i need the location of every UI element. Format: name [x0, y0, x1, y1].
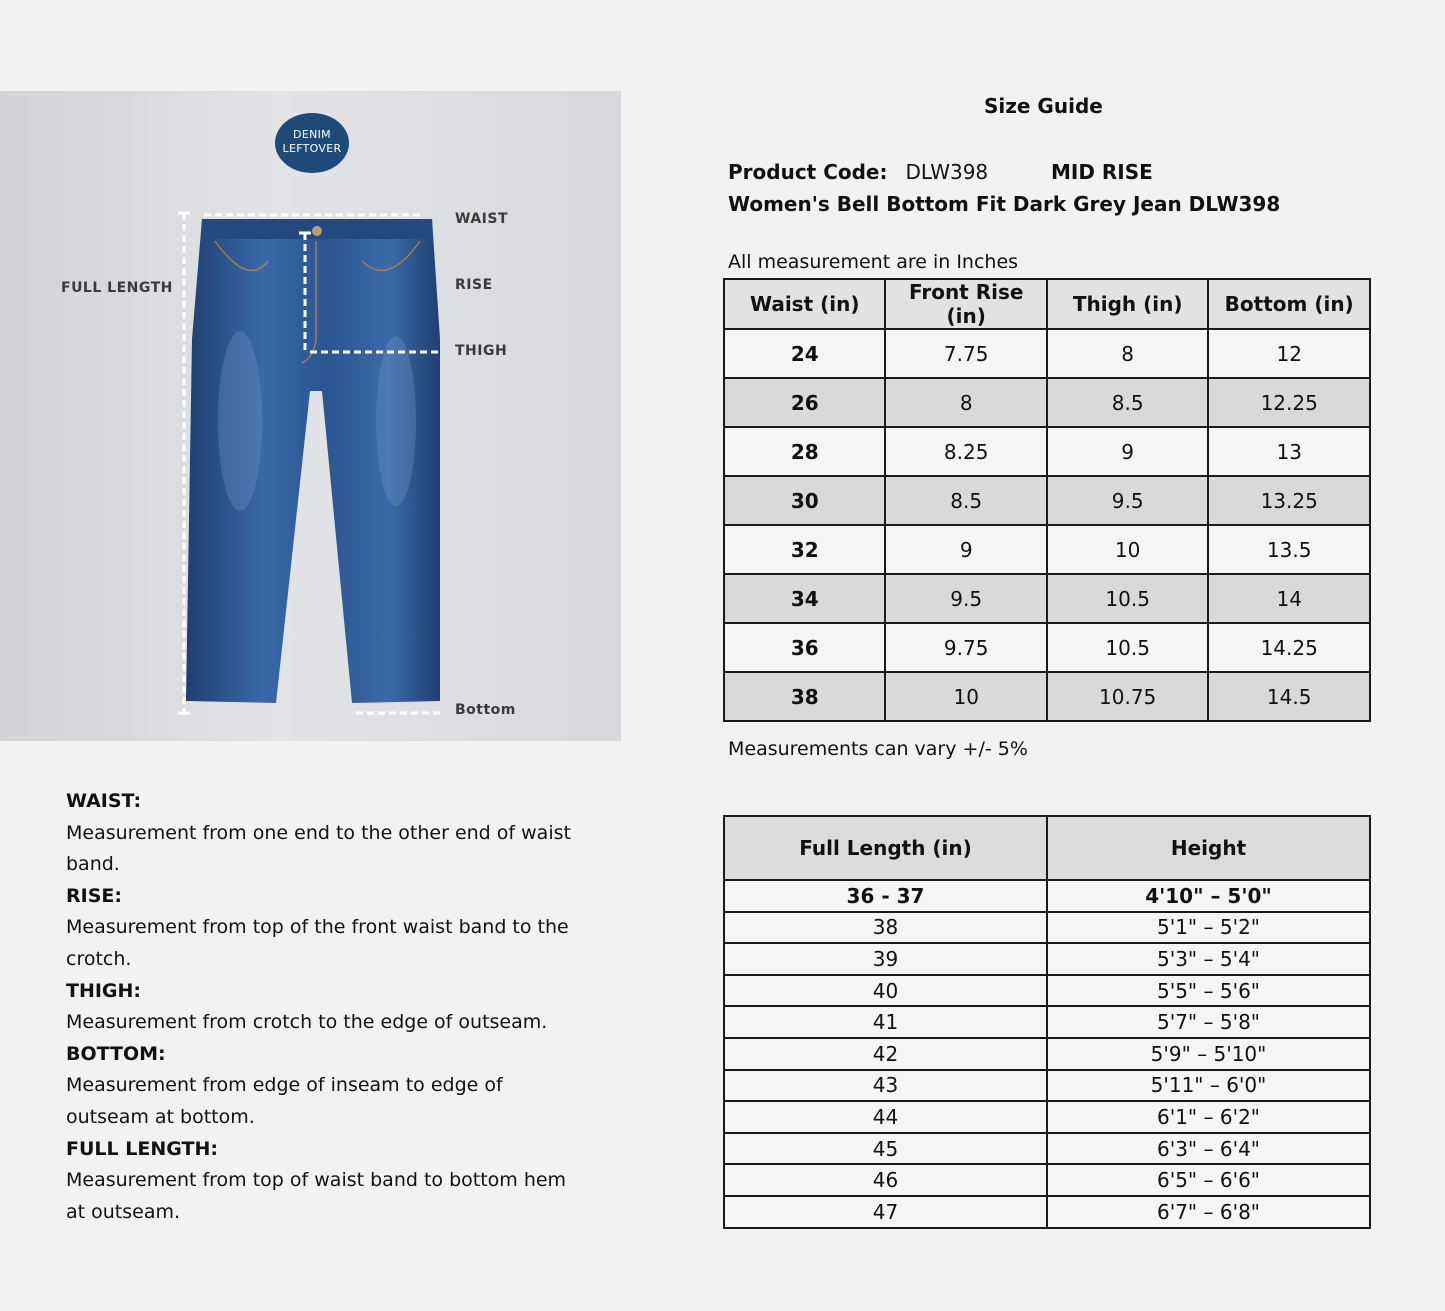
table-cell: 9.75 — [885, 623, 1046, 672]
table-cell: 5'7" – 5'8" — [1047, 1006, 1370, 1038]
table-row — [724, 1006, 1370, 1038]
table-cell: 32 — [724, 525, 885, 574]
table-cell: 9.5 — [1047, 476, 1208, 525]
table-cell: 12.25 — [1208, 378, 1370, 427]
table-cell: 9 — [885, 525, 1046, 574]
rise-label: RISE — [455, 277, 493, 293]
jeans-illustration — [0, 91, 621, 741]
table-row — [724, 1101, 1370, 1133]
table-cell: 14 — [1208, 574, 1370, 623]
table-cell: 6'7" – 6'8" — [1047, 1196, 1370, 1228]
table-cell: 5'3" – 5'4" — [1047, 943, 1370, 975]
table-row — [724, 1038, 1370, 1070]
table-row — [724, 329, 1370, 378]
table-cell: 38 — [724, 672, 885, 721]
definition-text: Measurement from top of waist band to bottom hem at outseam. — [66, 1169, 567, 1223]
table-row — [724, 1164, 1370, 1196]
column-header: Thigh (in) — [1047, 279, 1208, 329]
definition-text: Measurement from edge of inseam to edge of outseam at bottom. — [66, 1074, 503, 1128]
column-header: Waist (in) — [724, 279, 885, 329]
table-cell: 8.5 — [1047, 378, 1208, 427]
table-cell: 8.25 — [885, 427, 1046, 476]
table-cell: 44 — [724, 1101, 1047, 1133]
table-cell: 30 — [724, 476, 885, 525]
table-row — [724, 672, 1370, 721]
column-header: Full Length (in) — [724, 816, 1047, 880]
table-cell: 5'11" – 6'0" — [1047, 1070, 1370, 1102]
definition-term: WAIST: — [66, 790, 142, 812]
table-cell: 45 — [724, 1133, 1047, 1165]
table-row — [724, 1196, 1370, 1228]
table-cell: 28 — [724, 427, 885, 476]
rise-type: MID RISE — [1051, 160, 1153, 184]
table-header-row — [724, 816, 1370, 880]
table-row — [724, 623, 1370, 672]
full-length-label: FULL LENGTH — [61, 280, 173, 296]
table-cell: 8 — [1047, 329, 1208, 378]
table-cell: 5'9" – 5'10" — [1047, 1038, 1370, 1070]
table-row — [724, 880, 1370, 912]
jeans-measurement-image — [0, 91, 621, 741]
table-cell: 14.5 — [1208, 672, 1370, 721]
table-cell: 4'10" – 5'0" — [1047, 880, 1370, 912]
table-cell: 38 — [724, 912, 1047, 944]
definition-term: BOTTOM: — [66, 1042, 166, 1065]
table-row — [724, 975, 1370, 1007]
length-height-table — [723, 815, 1371, 1229]
table-cell: 10 — [885, 672, 1046, 721]
definition-full-length — [66, 1134, 586, 1229]
table-cell: 6'5" – 6'6" — [1047, 1164, 1370, 1196]
table-cell: 9.5 — [885, 574, 1046, 623]
thigh-label: THIGH — [455, 343, 508, 359]
table-cell: 10.5 — [1047, 623, 1208, 672]
table-row — [724, 525, 1370, 574]
definition-text: Measurement from one end to the other end of waist band. — [66, 821, 571, 876]
table-cell: 12 — [1208, 329, 1370, 378]
table-cell: 42 — [724, 1038, 1047, 1070]
table-cell: 43 — [724, 1070, 1047, 1102]
table-header-row — [724, 279, 1370, 329]
definition-rise — [66, 881, 586, 976]
column-header: Front Rise (in) — [885, 279, 1046, 329]
table-row — [724, 427, 1370, 476]
table-cell: 14.25 — [1208, 623, 1370, 672]
definition-text: Measurement from top of the front waist band to the crotch. — [66, 916, 569, 970]
column-header: Bottom (in) — [1208, 279, 1370, 329]
table-cell: 8 — [885, 378, 1046, 427]
table-cell: 6'1" – 6'2" — [1047, 1101, 1370, 1133]
definition-waist — [66, 786, 586, 881]
bottom-label: Bottom — [455, 702, 516, 718]
table-cell: 8.5 — [885, 476, 1046, 525]
table-cell: 41 — [724, 1006, 1047, 1038]
table-row — [724, 1133, 1370, 1165]
product-info — [728, 156, 1280, 220]
table-cell: 10.75 — [1047, 672, 1208, 721]
definition-term: RISE: — [66, 884, 122, 907]
table-cell: 5'1" – 5'2" — [1047, 912, 1370, 944]
product-code-label: Product Code: — [728, 160, 888, 184]
table-row — [724, 378, 1370, 427]
table-cell: 13 — [1208, 427, 1370, 476]
measurement-definitions — [66, 786, 586, 1228]
definition-text: Measurement from crotch to the edge of outseam. — [66, 1011, 548, 1034]
table-cell: 36 — [724, 623, 885, 672]
table-cell: 34 — [724, 574, 885, 623]
table-cell: 47 — [724, 1196, 1047, 1228]
variance-note: Measurements can vary +/- 5% — [728, 738, 1028, 760]
definition-term: THIGH: — [66, 979, 142, 1002]
table-cell: 13.5 — [1208, 525, 1370, 574]
definition-thigh — [66, 976, 586, 1039]
denim-leftover-logo: DENIM LEFTOVER — [275, 113, 349, 173]
page-title: Size Guide — [984, 94, 1103, 118]
table-cell: 10 — [1047, 525, 1208, 574]
table-cell: 24 — [724, 329, 885, 378]
table-cell: 13.25 — [1208, 476, 1370, 525]
table-row — [724, 574, 1370, 623]
table-cell: 9 — [1047, 427, 1208, 476]
table-row — [724, 912, 1370, 944]
table-row — [724, 943, 1370, 975]
table-cell: 40 — [724, 975, 1047, 1007]
product-name: Women's Bell Bottom Fit Dark Grey Jean DLW398 — [728, 192, 1281, 216]
product-code: DLW398 — [905, 160, 989, 184]
table-row — [724, 1070, 1370, 1102]
waist-label: WAIST — [455, 211, 508, 227]
table-cell: 5'5" – 5'6" — [1047, 975, 1370, 1007]
units-note: All measurement are in Inches — [728, 251, 1019, 273]
measurement-table — [723, 278, 1371, 722]
column-header: Height — [1047, 816, 1370, 880]
table-cell: 6'3" – 6'4" — [1047, 1133, 1370, 1165]
table-cell: 36 - 37 — [724, 880, 1047, 912]
table-cell: 10.5 — [1047, 574, 1208, 623]
definition-term: FULL LENGTH: — [66, 1137, 218, 1160]
table-cell: 39 — [724, 943, 1047, 975]
table-cell: 7.75 — [885, 329, 1046, 378]
table-row — [724, 476, 1370, 525]
definition-bottom — [66, 1039, 586, 1134]
table-cell: 26 — [724, 378, 885, 427]
table-cell: 46 — [724, 1164, 1047, 1196]
